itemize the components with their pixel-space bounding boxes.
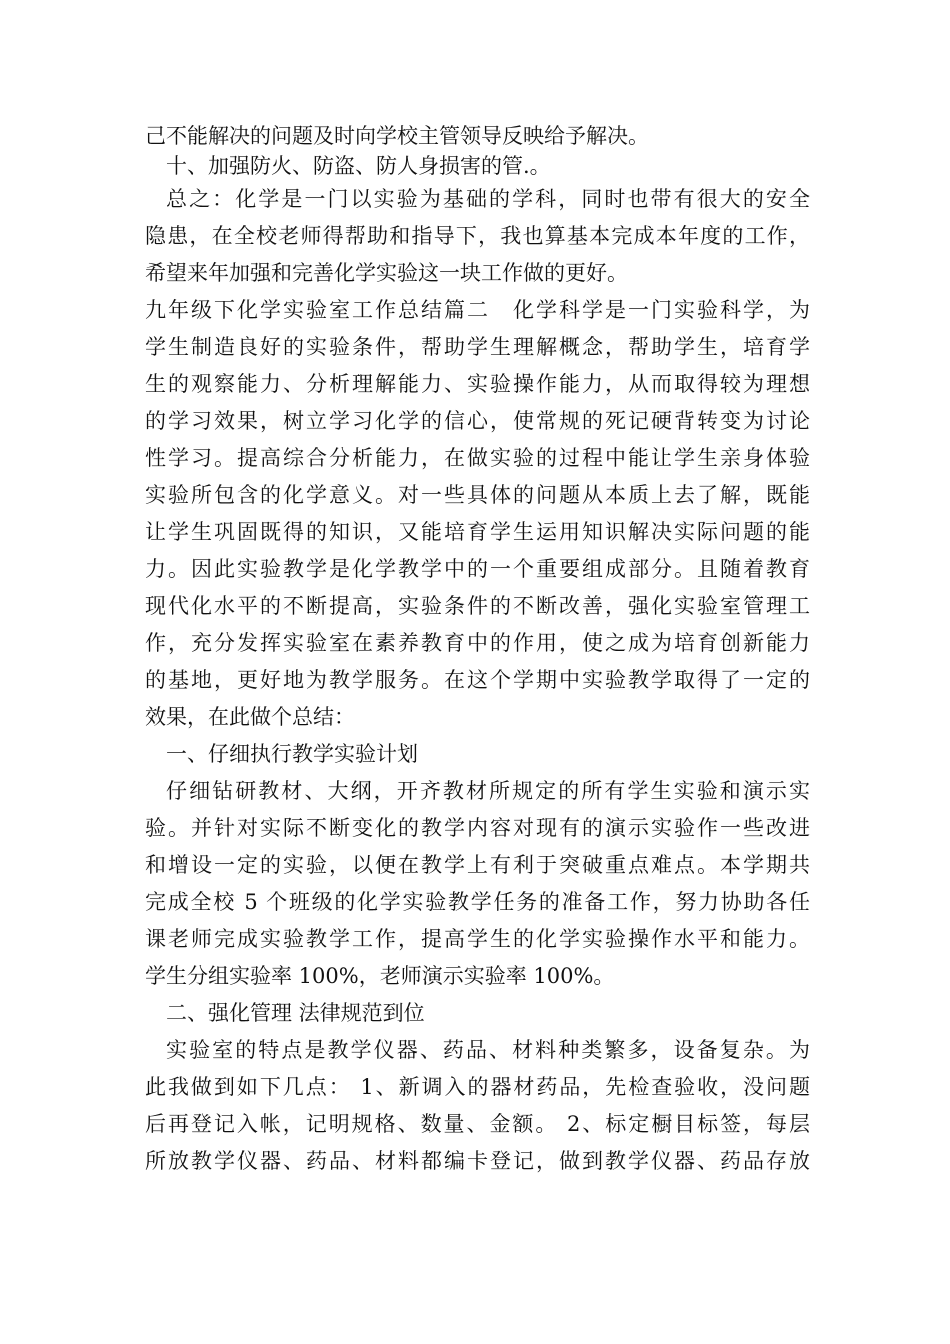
document-line: 力。因此实验教学是化学教学中的一个重要组成部分。且随着教育 (145, 557, 810, 581)
document-line: 总之：化学是一门以实验为基础的学科，同时也带有很大的安全 (166, 187, 810, 211)
document-line: 完成全校 5 个班级的化学实验教学任务的准备工作，努力协助各任 (145, 890, 810, 914)
document-line: 课老师完成实验教学工作，提高学生的化学实验操作水平和能力。 (145, 927, 810, 951)
document-line: 验。并针对实际不断变化的教学内容对现有的演示实验作一些改进 (145, 816, 810, 840)
document-line: 让学生巩固既得的知识，又能培育学生运用知识解决实际问题的能 (145, 520, 810, 544)
document-line: 的学习效果，树立学习化学的信心，使常规的死记硬背转变为讨论 (145, 409, 810, 433)
document-line: 学生分组实验率 100%，老师演示实验率 100%。 (145, 964, 615, 988)
document-line: 二、强化管理 法律规范到位 (166, 1001, 425, 1025)
document-line: 仔细钻研教材、大纲，开齐教材所规定的所有学生实验和演示实 (166, 779, 810, 803)
document-line: 后再登记入帐，记明规格、数量、金额。 2、标定橱目标签，每层 (145, 1112, 810, 1136)
document-line: 和增设一定的实验，以便在教学上有利于突破重点难点。本学期共 (145, 853, 810, 877)
document-line: 效果，在此做个总结： (145, 705, 355, 729)
document-line: 此我做到如下几点： 1、新调入的器材药品，先检查验收，没问题 (145, 1075, 810, 1099)
document-line: 十、加强防火、防盗、防人身损害的管.。 (166, 154, 551, 178)
document-line: 己不能解决的问题及时向学校主管领导反映给予解决。 (145, 124, 649, 148)
document-line: 现代化水平的不断提高，实验条件的不断改善，强化实验室管理工 (145, 594, 810, 618)
document-line: 一、仔细执行教学实验计划 (166, 742, 418, 766)
document-line: 作，充分发挥实验室在素养教育中的作用，使之成为培育创新能力 (145, 631, 810, 655)
document-line: 希望来年加强和完善化学实验这一块工作做的更好。 (145, 261, 628, 285)
document-line: 所放教学仪器、药品、材料都编卡登记，做到教学仪器、药品存放 (145, 1149, 810, 1173)
document-line: 隐患，在全校老师得帮助和指导下，我也算基本完成本年度的工作， (145, 224, 810, 248)
document-line: 实验所包含的化学意义。对一些具体的问题从本质上去了解，既能 (145, 483, 810, 507)
document-line: 的基地，更好地为教学服务。在这个学期中实验教学取得了一定的 (145, 668, 810, 692)
document-body (145, 121, 810, 1180)
document-line: 性学习。提高综合分析能力，在做实验的过程中能让学生亲身体验 (145, 446, 810, 470)
document-line: 九年级下化学实验室工作总结篇二 化学科学是一门实验科学，为 (145, 298, 810, 322)
document-line: 学生制造良好的实验条件，帮助学生理解概念，帮助学生，培育学 (145, 335, 810, 359)
document-line: 实验室的特点是教学仪器、药品、材料种类繁多，设备复杂。为 (166, 1038, 810, 1062)
document-line: 生的观察能力、分析理解能力、实验操作能力，从而取得较为理想 (145, 372, 810, 396)
